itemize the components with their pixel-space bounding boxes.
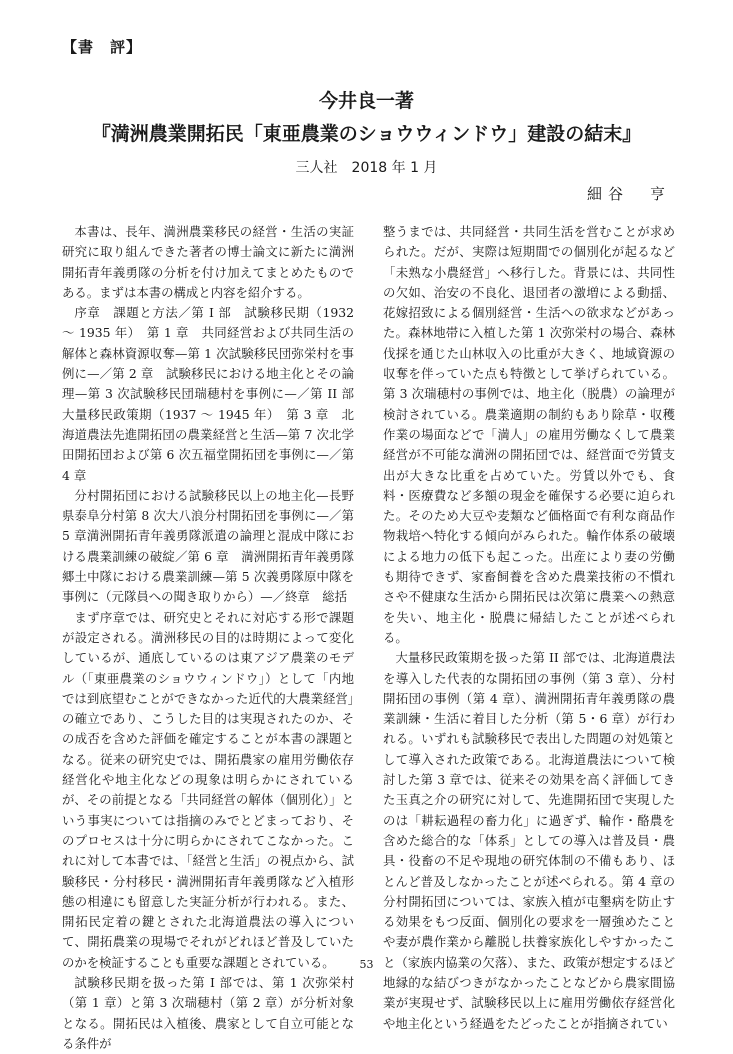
paragraph: 分村開拓団における試験移民以上の地主化—長野県泰阜分村第 8 次大八浪分村開拓団を事例に—／第 5 章満洲開拓青年義勇隊派遣の論理と混成中隊における農業訓練の破綻／第 6 章 満洲開拓青年義勇隊郷土中隊における農業訓練—第 5 次義勇隊原中隊を事例に（元隊員への聞き取りから）—／終章 総括 [62, 487, 354, 605]
book-author: 今井良一著 [318, 90, 414, 112]
section-tag: 【書 評】 [62, 38, 143, 56]
paragraph: まず序章では、研究史とそれに対応する形で課題が設定される。満洲移民の目的は時期によって変化しているが、通底しているのは東アジア農業のモデル（「東亜農業のショウウィンドウ」）として「内地では到底望むことができなかった近代的大農業経営」の確立であり、こうした目的は実現されたのか、その成否を含めた評価を確定することが本書の課題となる。従来の研究史では、開拓農家の雇用労働依存経営化や地主化などの現象は明らかにされているが、その前提となる「共同経営の解体（個別化）」という事実については指摘のみでとどまっており、そのプロセスは十分に明らかにされてこなかった。これに対して本書では、「経営と生活」の視点から、試験移民・分村移民・満洲開拓青年義勇隊など入植形態の相違にも留意した実証分析が行われる。また、開拓民定着の鍵とされた北海道農法の導入について、開拓農業の現場でそれがどれほど普及していたのかを検証することも重要な課題とされている。 [62, 609, 354, 970]
title-block [0, 88, 733, 178]
paragraph: 大量移民政策期を扱った第 II 部では、北海道農法を導入した代表的な開拓団の事例（第 3 章）、分村開拓団の事例（第 4 章）、満洲開拓青年義勇隊の農業訓練・生活に着目した分析（第 5・6 章）が行われる。いずれも試験移民で表出した問題の対処策として導入された政策である。北海道農法について検討した第 3 章では、従来その効果を高く評価してきた玉真之介の研究に対して、先進開拓団で実現したのは「耕耘過程の畜力化」に過ぎず、輪作・酪農を含めた総合的な「体系」としての導入は普及員・農具・役畜の不足や現地の研究体制の不備もあり、ほとんど普及しなかったことが述べられる。第 4 章の分村開拓団については、家族入植が屯墾病を防止する効果をもつ反面、個別化の要求を一層強めたことや妻が農作業から離脱し扶養家族化しやすかったこと（家族内協業の欠落）、また、政策が想定するほど地縁的な結びつきがなかったことなどから農家間協業が実現せず、試験移民以上に雇用労働依存経営化や地主化という経過をたどったことが指摘されてい [383, 650, 675, 1031]
page-number: 53 [359, 958, 374, 971]
paragraph: 本書は、長年、満洲農業移民の経営・生活の実証研究に取り組んできた著者の博士論文に新たに満洲開拓青年義勇隊の分析を付け加えてまとめたものである。まずは本書の構成と内容を紹介する。 [62, 224, 354, 300]
book-title: 『満洲農業開拓民「東亜農業のショウウィンドウ」建設の結末』 [91, 123, 642, 145]
paragraph: 試験移民期を扱った第 I 部では、第 1 次弥栄村（第 1 章）と第 3 次瑞穂村（第 2 章）が分析対象となる。開拓民は入植後、農家として自立可能となる条件が [62, 974, 354, 1051]
right-column [383, 222, 675, 1034]
paragraph: 整うまでは、共同経営・共同生活を営むことが求められた。だが、実際は短期間での個別化が起るなど「未熟な小農経営」へ移行した。背景には、共同性の欠如、治安の不良化、退団者の激増による動揺、花嫁招致による個別経営・生活への欲求などがあった。森林地帯に入植した第 1 次弥栄村の場合、森林伐採を通じた山林収入の比重が大きく、地域資源の収奪を伴っていた点も特徴として挙げられている。第 3 次瑞穂村の事例では、地主化（脱農）の論理が検討されている。農業適期の制約もあり除草・収穫作業の場面などで「満人」の雇用労働なくして農業経営が不可能な満洲の開拓団では、経営面で労賃支出が大きな比重を占めていた。労賃以外でも、食料・医療費など多額の現金を確保する必要に迫られた。そのため大豆や麦類など価格面で有利な商品作物栽培へ特化する傾向がみられた。輪作体系の破壊による地力の低下も起こった。出産により妻の労働も期待できず、家畜飼養を含めた農業技術の不慣れさや不健康な生活から開拓民は次第に農業への熱意を失い、地主化・脱農に帰結したことが述べられる。 [383, 224, 675, 645]
reviewer-name: 細谷 亨 [586, 185, 671, 203]
paragraph: 序章 課題と方法／第 I 部 試験移民期（1932 ～ 1935 年） 第 1 章 共同経営および共同生活の解体と森林資源収奪—第 1 次試験移民団弥栄村を事例に—／第 2 章 試験移民における地主化とその論理—第 3 次試験移民団瑞穂村を事例に—／第 II 部 大量移民政策期（1937 ～ 1945 年） 第 3 章 北海道農法先進開拓団の農業経営と生活—第 7 次北学田開拓団および第 6 次五福堂開拓団を事例に—／第 4 章 [62, 305, 367, 483]
publisher-line: 三人社 2018 年 1 月 [295, 160, 438, 176]
